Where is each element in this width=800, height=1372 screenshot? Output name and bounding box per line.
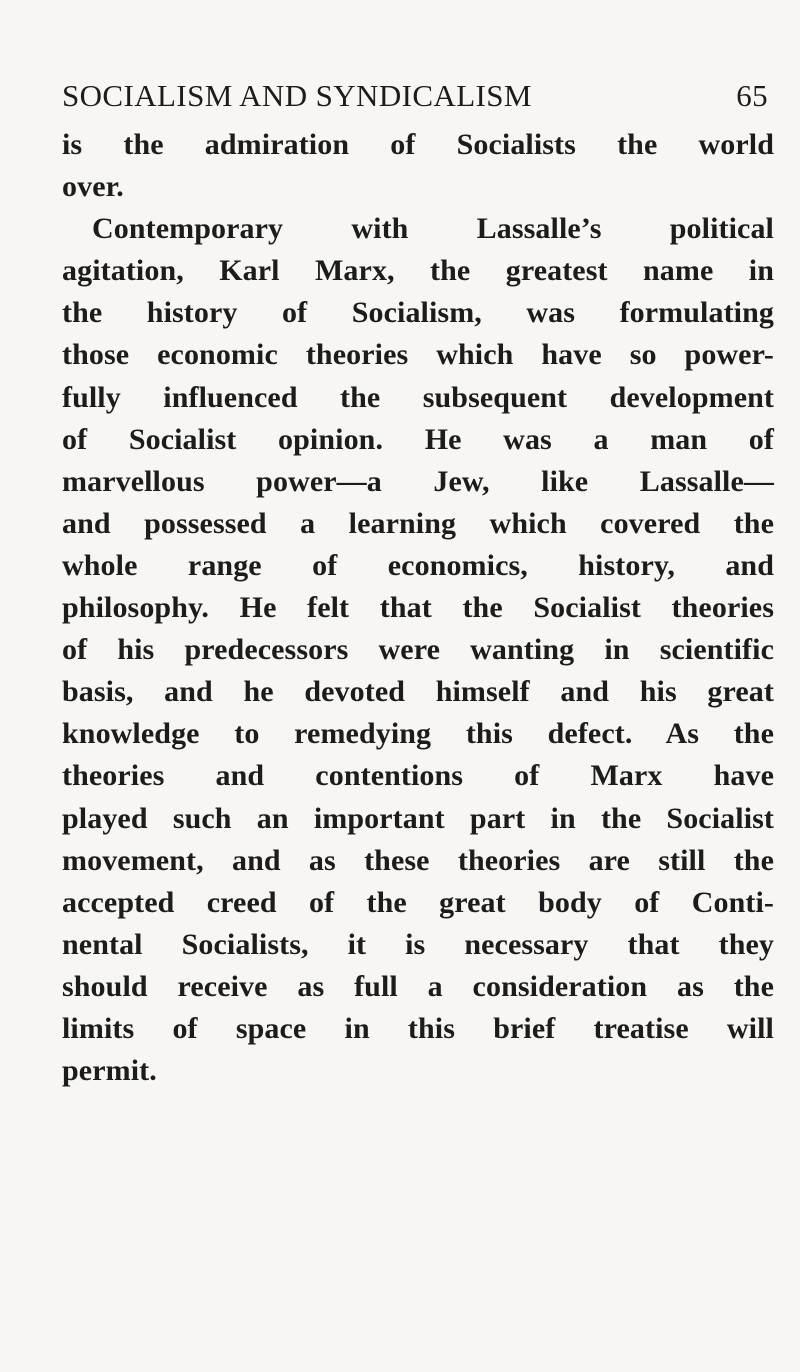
text-line: philosophy. He felt that the Socialist theories <box>62 591 774 625</box>
text-line: basis, and he devoted himself and his great <box>62 675 774 709</box>
text-line: nental Socialists, it is necessary that they <box>62 927 774 961</box>
text-line: limits of space in this brief treatise will <box>62 1011 774 1045</box>
body-text <box>62 124 774 1092</box>
text-line: those economic theories which have so power- <box>62 338 774 372</box>
text-line: of Socialist opinion. He was a man of <box>62 422 774 456</box>
text-line: accepted creed of the great body of Conti- <box>62 885 774 919</box>
paragraph-2 <box>62 208 774 1092</box>
text-line: theories and contentions of Marx have <box>62 759 774 793</box>
running-title: SOCIALISM AND SYNDICALISM <box>62 78 532 113</box>
text-line: knowledge to remedying this defect. As the <box>62 717 774 751</box>
text-line: marvellous power—a Jew, like Lassalle— <box>62 464 774 498</box>
text-line: of his predecessors were wanting in scientific <box>62 633 774 667</box>
page-number: 65 <box>736 78 768 113</box>
text-line: the history of Socialism, was formulating <box>62 296 774 330</box>
text-line: movement, and as these theories are still the <box>62 843 774 877</box>
text-line: played such an important part in the Socialist <box>62 801 774 835</box>
text-line: over. <box>62 170 124 204</box>
text-line: should receive as full a consideration as the <box>62 969 774 1003</box>
text-line: fully influenced the subsequent development <box>62 380 774 414</box>
running-head <box>62 78 768 118</box>
text-line: permit. <box>62 1054 157 1088</box>
text-line: and possessed a learning which covered the <box>62 506 774 540</box>
paragraph-1 <box>62 124 774 208</box>
text-line: is the admiration of Socialists the world <box>62 128 774 161</box>
text-line: agitation, Karl Marx, the greatest name in <box>62 254 774 288</box>
text-line: whole range of economics, history, and <box>62 548 774 582</box>
text-line: Contemporary with Lassalle’s political <box>92 212 774 246</box>
